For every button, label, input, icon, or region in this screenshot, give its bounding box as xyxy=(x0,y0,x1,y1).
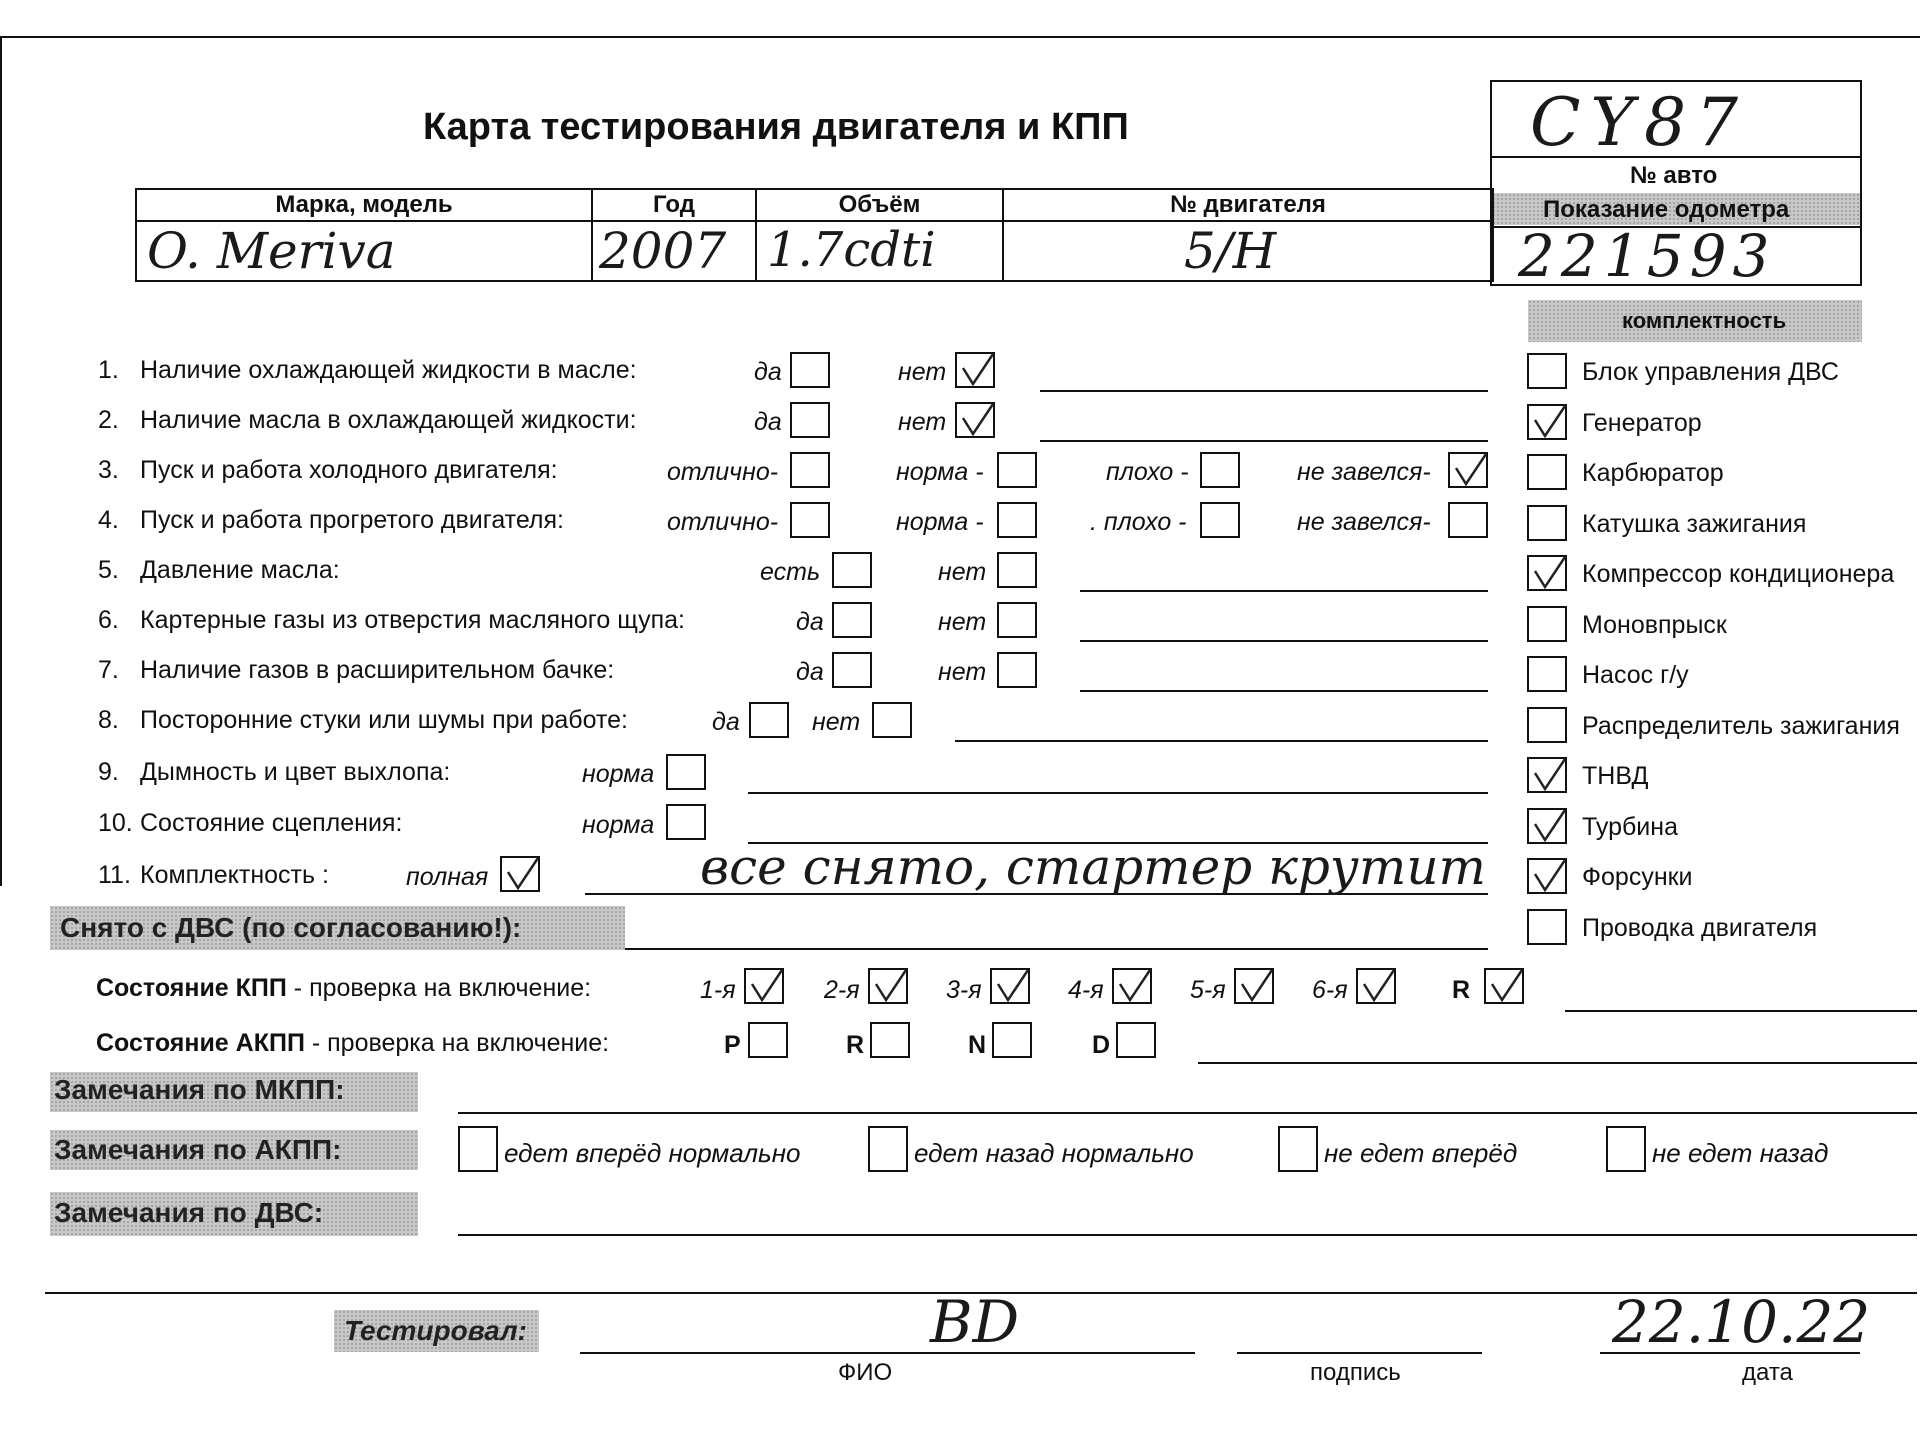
completeness-item-label: Компрессор кондиционера xyxy=(1582,560,1895,588)
akpp-remark-label: едет назад нормально xyxy=(914,1138,1194,1168)
akpp-remark-checkbox[interactable] xyxy=(1606,1126,1646,1172)
q8-opt-no: нет xyxy=(812,708,861,736)
removed-label: Снято с ДВС (по согласованию!): xyxy=(60,912,522,943)
q10-opt-normal: норма xyxy=(582,811,655,839)
q8-no-checkbox[interactable] xyxy=(872,702,912,738)
q6-text: Картерные газы из отверстия масляного щупа: xyxy=(140,606,685,634)
akpp-mode-checkbox[interactable] xyxy=(870,1022,910,1058)
make-label: Марка, модель xyxy=(275,191,453,218)
date-value: 22.10.22 xyxy=(1612,1288,1871,1356)
kpp-gear-checkbox[interactable] xyxy=(990,968,1030,1004)
q6-no-checkbox[interactable] xyxy=(997,602,1037,638)
akpp-mode-label: N xyxy=(968,1031,987,1059)
q1-yes-checkbox[interactable] xyxy=(790,352,830,388)
engine-value: 5/Н xyxy=(1184,222,1277,280)
checkmark-icon xyxy=(1116,966,1156,1006)
completeness-item-label: Карбюратор xyxy=(1582,459,1724,487)
q2-opt-no: нет xyxy=(898,408,947,436)
q5-no-checkbox[interactable] xyxy=(997,552,1037,588)
checkmark-icon xyxy=(1531,402,1571,442)
completeness-title: комплектность xyxy=(1622,308,1787,333)
remarks-mkpp-label: Замечания по МКПП: xyxy=(54,1074,345,1105)
q5-yes-checkbox[interactable] xyxy=(832,552,872,588)
remarks-dvs-line xyxy=(458,1234,1917,1236)
completeness-checkbox[interactable] xyxy=(1527,555,1567,591)
akpp-label-bold: Состояние АКПП xyxy=(96,1029,305,1057)
kpp-gear-checkbox[interactable] xyxy=(744,968,784,1004)
q6-yes-checkbox[interactable] xyxy=(832,602,872,638)
q4-opt-nostart: не завелся- xyxy=(1297,508,1431,536)
q11-num: 11. xyxy=(98,861,131,889)
q1-text: Наличие охлаждающей жидкости в масле: xyxy=(140,356,637,384)
checkmark-icon xyxy=(1531,856,1571,896)
q6-line xyxy=(1080,640,1488,642)
date-label: дата xyxy=(1742,1359,1793,1386)
q10-normal-checkbox[interactable] xyxy=(666,804,706,840)
year-value: 2007 xyxy=(599,222,727,280)
q11-full-checkbox[interactable] xyxy=(500,856,540,892)
completeness-item-label: Насос г/у xyxy=(1582,661,1689,689)
q5-text: Давление масла: xyxy=(140,556,340,584)
akpp-remark-label: едет вперёд нормально xyxy=(504,1138,801,1168)
kpp-gear-label: 4-я xyxy=(1068,976,1104,1004)
q4-opt-normal: норма - xyxy=(896,508,984,536)
remarks-akpp-label: Замечания по АКПП: xyxy=(54,1134,342,1165)
volume-cell xyxy=(756,221,1003,281)
q4-normal-checkbox[interactable] xyxy=(997,502,1037,538)
akpp-mode-label: D xyxy=(1092,1031,1111,1059)
engine-label: № двигателя xyxy=(1170,191,1326,218)
akpp-mode-checkbox[interactable] xyxy=(992,1022,1032,1058)
fio-line xyxy=(580,1352,1195,1354)
checkmark-icon xyxy=(1238,966,1278,1006)
remarks-mkpp-line xyxy=(458,1112,1917,1114)
kpp-gear-checkbox[interactable] xyxy=(1356,968,1396,1004)
year-cell xyxy=(592,221,756,281)
completeness-item-label: Блок управления ДВС xyxy=(1582,358,1839,386)
odometer-label: Показание одометра xyxy=(1543,196,1790,223)
kpp-gear-label: 2-я xyxy=(824,976,860,1004)
q3-normal-checkbox[interactable] xyxy=(997,452,1037,488)
kpp-gear-checkbox[interactable] xyxy=(868,968,908,1004)
q9-opt-normal: норма xyxy=(582,760,655,788)
q7-opt-no: нет xyxy=(938,658,987,686)
checkmark-icon xyxy=(1531,553,1571,593)
q1-opt-no: нет xyxy=(898,358,947,386)
q3-opt-excellent: отлично- xyxy=(667,458,779,486)
completeness-checkbox[interactable] xyxy=(1527,757,1567,793)
q3-opt-bad: плохо - xyxy=(1106,458,1189,486)
completeness-item-label: Катушка зажигания xyxy=(1582,509,1807,538)
checkmark-icon xyxy=(748,966,788,1006)
checkmark-icon xyxy=(1531,806,1571,846)
q2-opt-yes: да xyxy=(754,408,782,436)
kpp-gear-label: 5-я xyxy=(1190,976,1226,1004)
sign-label: подпись xyxy=(1310,1359,1401,1386)
q8-text: Посторонние стуки или шумы при работе: xyxy=(140,706,628,734)
akpp-mode-checkbox[interactable] xyxy=(1116,1022,1156,1058)
q2-no-checkbox[interactable] xyxy=(955,402,995,438)
fio-value: BD xyxy=(930,1288,1020,1356)
completeness-note: все снято, стартер крутит xyxy=(700,838,1486,896)
completeness-checkbox[interactable] xyxy=(1527,454,1567,490)
q10-text: Состояние сцепления: xyxy=(140,809,403,837)
completeness-item-label: ТНВД xyxy=(1582,762,1649,790)
q7-num: 7. xyxy=(98,656,119,684)
odometer-value: 221593 xyxy=(1518,222,1776,290)
q9-normal-checkbox[interactable] xyxy=(666,754,706,790)
akpp-remark-checkbox[interactable] xyxy=(458,1126,498,1172)
q4-text: Пуск и работа прогретого двигателя: xyxy=(140,506,564,534)
q9-num: 9. xyxy=(98,758,119,786)
kpp-label-bold: Состояние КПП xyxy=(96,974,287,1002)
q6-num: 6. xyxy=(98,606,119,634)
q7-line xyxy=(1080,690,1488,692)
akpp-mode-label: P xyxy=(724,1031,741,1059)
car-number-value: CY87 xyxy=(1530,84,1749,161)
engine-header xyxy=(1003,189,1493,221)
q9-line xyxy=(748,792,1488,794)
page-title: Карта тестирования двигателя и КПП xyxy=(423,106,1129,148)
top-border xyxy=(0,36,1920,38)
q2-yes-checkbox[interactable] xyxy=(790,402,830,438)
left-border xyxy=(0,36,2,886)
q5-opt-no: нет xyxy=(938,558,987,586)
q11-opt-full: полная xyxy=(406,863,489,891)
checkmark-icon xyxy=(1531,755,1571,795)
checkmark-icon xyxy=(872,966,912,1006)
make-cell xyxy=(136,221,592,281)
checkmark-icon xyxy=(1488,966,1528,1006)
kpp-gear-label: 6-я xyxy=(1312,976,1348,1004)
q8-line xyxy=(955,740,1488,742)
q3-excellent-checkbox[interactable] xyxy=(790,452,830,488)
q7-opt-yes: да xyxy=(796,658,824,686)
q10-num: 10. xyxy=(98,809,133,837)
akpp-line xyxy=(1198,1062,1917,1064)
kpp-gear-label: 3-я xyxy=(946,976,982,1004)
q7-text: Наличие газов в расширительном бачке: xyxy=(140,656,615,684)
volume-value: 1.7cdti xyxy=(767,222,936,278)
remarks-dvs-label: Замечания по ДВС: xyxy=(54,1197,324,1228)
akpp-remark-label: не едет вперёд xyxy=(1324,1138,1518,1168)
completeness-checkbox[interactable] xyxy=(1527,353,1567,389)
q2-num: 2. xyxy=(98,406,119,434)
vehicle-table xyxy=(135,188,1494,282)
akpp-remark-label: не едет назад xyxy=(1652,1138,1829,1168)
q3-text: Пуск и работа холодного двигателя: xyxy=(140,456,558,484)
akpp-remark-checkbox[interactable] xyxy=(1278,1126,1318,1172)
removed-line xyxy=(625,948,1488,950)
car-number-label: № авто xyxy=(1630,162,1718,189)
kpp-gear-checkbox[interactable] xyxy=(1484,968,1524,1004)
year-label: Год xyxy=(653,191,695,218)
akpp-mode-label: R xyxy=(846,1031,865,1059)
q4-bad-checkbox[interactable] xyxy=(1200,502,1240,538)
q8-opt-yes: да xyxy=(712,708,740,736)
q1-opt-yes: да xyxy=(754,358,782,386)
kpp-gear-checkbox[interactable] xyxy=(1234,968,1274,1004)
completeness-item-label: Турбина xyxy=(1582,812,1678,841)
completeness-item-label: Форсунки xyxy=(1582,863,1693,891)
q5-line xyxy=(1080,590,1488,592)
completeness-checkbox[interactable] xyxy=(1527,707,1567,743)
q1-no-checkbox[interactable] xyxy=(955,352,995,388)
q2-text: Наличие масла в охлаждающей жидкости: xyxy=(140,406,637,434)
fio-label: ФИО xyxy=(838,1359,893,1386)
completeness-checkbox[interactable] xyxy=(1527,505,1567,541)
q5-num: 5. xyxy=(98,556,119,584)
q11-text: Комплектность : xyxy=(140,861,329,889)
q3-nostart-checkbox[interactable] xyxy=(1448,452,1488,488)
year-header xyxy=(592,189,756,221)
q7-no-checkbox[interactable] xyxy=(997,652,1037,688)
kpp-gear-label: 1-я xyxy=(700,976,736,1004)
akpp-mode-checkbox[interactable] xyxy=(748,1022,788,1058)
q4-excellent-checkbox[interactable] xyxy=(790,502,830,538)
q3-num: 3. xyxy=(98,456,119,484)
kpp-gear-checkbox[interactable] xyxy=(1112,968,1152,1004)
q5-opt-yes: есть xyxy=(760,558,821,586)
make-value: O. Meriva xyxy=(147,222,396,280)
q4-nostart-checkbox[interactable] xyxy=(1448,502,1488,538)
sign-line xyxy=(1237,1352,1482,1354)
q1-num: 1. xyxy=(98,356,119,384)
akpp-label-rest: - проверка на включение: xyxy=(304,1029,610,1057)
make-header xyxy=(136,189,592,221)
engine-cell xyxy=(1003,221,1493,281)
completeness-item-label: Моновпрыск xyxy=(1582,610,1727,639)
completeness-item-label: Проводка двигателя xyxy=(1582,913,1818,942)
q3-opt-nostart: не завелся- xyxy=(1297,458,1431,486)
completeness-checkbox[interactable] xyxy=(1527,909,1567,945)
completeness-item-label: Распределитель зажигания xyxy=(1582,711,1900,740)
completeness-checkbox[interactable] xyxy=(1527,404,1567,440)
q6-opt-yes: да xyxy=(796,608,824,636)
completeness-checkbox[interactable] xyxy=(1527,858,1567,894)
q8-num: 8. xyxy=(98,706,119,734)
kpp-gear-label: R xyxy=(1452,976,1471,1004)
q2-line xyxy=(1040,440,1488,442)
tested-label: Тестировал: xyxy=(344,1315,527,1346)
q3-bad-checkbox[interactable] xyxy=(1200,452,1240,488)
q4-num: 4. xyxy=(98,506,119,534)
akpp-label xyxy=(96,1028,609,1058)
completeness-checkbox[interactable] xyxy=(1527,656,1567,692)
q3-opt-normal: норма - xyxy=(896,458,984,486)
akpp-remark-checkbox[interactable] xyxy=(868,1126,908,1172)
completeness-checkbox[interactable] xyxy=(1527,808,1567,844)
date-line xyxy=(1600,1352,1860,1354)
kpp-line xyxy=(1565,1010,1917,1012)
completeness-checkbox[interactable] xyxy=(1527,606,1567,642)
q1-line xyxy=(1040,390,1488,392)
q9-text: Дымность и цвет выхлопа: xyxy=(140,758,451,786)
checkmark-icon xyxy=(994,966,1034,1006)
q4-opt-bad: . плохо - xyxy=(1090,508,1187,536)
q7-yes-checkbox[interactable] xyxy=(832,652,872,688)
car-number-divider xyxy=(1490,156,1862,158)
q6-opt-no: нет xyxy=(938,608,987,636)
q4-opt-excellent: отлично- xyxy=(667,508,779,536)
q8-yes-checkbox[interactable] xyxy=(749,702,789,738)
kpp-label-rest: - проверка на включение: xyxy=(286,974,592,1002)
kpp-label xyxy=(96,973,591,1003)
checkmark-icon xyxy=(1360,966,1400,1006)
volume-label: Объём xyxy=(838,191,921,218)
completeness-item-label: Генератор xyxy=(1582,408,1702,437)
volume-header xyxy=(756,189,1003,221)
